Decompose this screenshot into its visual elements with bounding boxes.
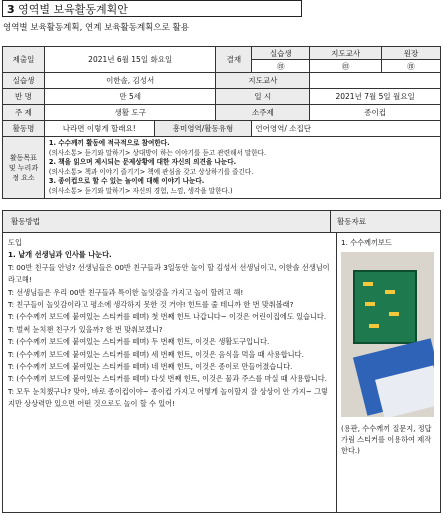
goals-cell <box>44 137 440 199</box>
stamp-director: ㊞ <box>382 60 441 73</box>
approver-director: 원장 <box>382 47 441 60</box>
title-text: 영역별 보육활동계획안 <box>18 3 128 16</box>
goal-3-element: (의사소통> 듣기와 말하기> 자신의 경험, 느낌, 생각을 말한다.) <box>48 186 233 195</box>
method-line: T: 선생님들은 우리 00반 친구들과 특이한 놀잇감을 가지고 놀이 할려고 해! <box>8 287 244 297</box>
teacher-value <box>310 73 441 89</box>
method-line: T: 친구들이 놀잇감이라고 평소에 생각하지 못한 것 거야! 힌트를 줄 테니까 한 번 맞춰볼래? <box>8 300 294 310</box>
method-line: 도입 <box>8 238 22 247</box>
plan-info-table <box>2 46 441 199</box>
method-header: 활동방법 <box>3 211 331 232</box>
trainee-label: 실습생 <box>3 73 45 89</box>
materials-header: 활동자료 <box>337 217 366 226</box>
materials-content <box>337 233 440 513</box>
method-line: T: (수수께끼 보드에 붙여있는 스티커를 떼며) 첫 번째 힌트 나갑니다~ 이것은 어린이집에도 있습니다. <box>8 312 327 322</box>
subtheme-value: 종이컵 <box>310 105 441 121</box>
method-line: T: 모두 눈치챘구나? 맞아, 바로 종이컵이야~ 종이컵 가지고 어떻게 놀이할지 잘 상상이 안 가지~ 그렇지만 상상력만 있으면 어떤 것으로도 놀이 할 수 있어! <box>8 386 328 409</box>
theme-label: 주 제 <box>3 105 45 121</box>
method-line: T: 00반 친구들 안녕? 선생님들은 00반 친구들과 3일동안 놀이 할 김성서 선생님이고, 이한솔 선생님이라고해! <box>8 262 330 285</box>
approval-label: 결재 <box>216 47 252 73</box>
material-caption: (용판, 수수께끼 질문지, 정답 가림 스티커를 이용하여 제작한다.) <box>341 424 432 455</box>
subtheme-label: 소주제 <box>216 105 310 121</box>
theme-value: 생활 도구 <box>44 105 216 121</box>
stamp-trainee: ㊞ <box>252 60 310 73</box>
riddle-board-photo <box>341 252 434 417</box>
approver-teacher: 지도교사 <box>310 47 382 60</box>
activity-value: 나라면 이렇게 할래요! <box>44 121 154 137</box>
goal-1-element: (의사소통> 듣기와 말하기> 상대방이 하는 이야기를 듣고 관련해서 말한다. <box>48 148 267 157</box>
document-subtitle: 영역별 보육활동계획, 연계 보육활동계획으로 활용 <box>3 23 189 33</box>
method-section <box>2 210 441 513</box>
goal-3: 3. 종이컵으로 할 수 있는 놀이에 대해 이야기 나눈다. <box>48 177 205 185</box>
teacher-label: 지도교사 <box>216 73 310 89</box>
date-value: 2021년 6월 15일 화요일 <box>44 47 216 73</box>
method-line: T: 벌써 눈치챈 친구가 있을까? 한 번 맞춰보겠니? <box>8 324 163 334</box>
type-value: 언어영역/ 소집단 <box>252 121 441 137</box>
goal-label: 활동목표 및 누리과정 요소 <box>3 137 45 199</box>
class-value: 만 5세 <box>44 89 216 105</box>
class-label: 반 명 <box>3 89 45 105</box>
method-line: T: (수수께끼 보드에 붙여있는 스티커를 떼며) 세 번째 힌트, 이것은 음식을 먹을 때 사용합니다. <box>8 349 304 359</box>
method-content <box>3 233 337 513</box>
goal-2: 2. 책을 읽으며 제시되는 문제상황에 대한 자신의 의견을 나눈다. <box>48 158 237 166</box>
material-title: 1. 수수께끼보드 <box>341 238 392 247</box>
stamp-teacher: ㊞ <box>310 60 382 73</box>
approver-trainee: 실습생 <box>252 47 310 60</box>
document-title <box>2 0 302 17</box>
time-label: 일 시 <box>216 89 310 105</box>
type-label: 흥미영역/활동유형 <box>154 121 252 137</box>
goal-2-element: (의사소통> 책과 이야기 즐기기> 책에 관심을 갖고 상상하기를 즐긴다. <box>48 167 254 176</box>
method-line: T: (수수께끼 보드에 붙여있는 스티커를 떼며) 두 번째 힌트, 이것은 생활도구입니다. <box>8 337 270 347</box>
time-value: 2021년 7월 5일 월요일 <box>310 89 441 105</box>
date-label: 제출일 <box>3 47 45 73</box>
method-line: T: (수수께끼 보드에 붙여있는 스티커를 떼며) 네 번째 힌트, 이것은 종이로 만들어졌습니다. <box>8 362 293 372</box>
method-line: 1. 낱개 선생님과 인사를 나눈다. <box>8 250 112 260</box>
title-number: 3 <box>7 3 15 16</box>
method-line: T: (수수께끼 보드에 붙여있는 스티커를 떼며) 다섯 번째 힌트, 이것은 물과 주스를 마실 때 사용합니다. <box>8 374 327 384</box>
activity-label: 활동명 <box>3 121 45 137</box>
riddle-board <box>353 270 417 344</box>
goal-1: 1. 수수께끼 활동에 적극적으로 참여한다. <box>48 139 170 147</box>
trainee-value: 이한솔, 김성서 <box>44 73 216 89</box>
